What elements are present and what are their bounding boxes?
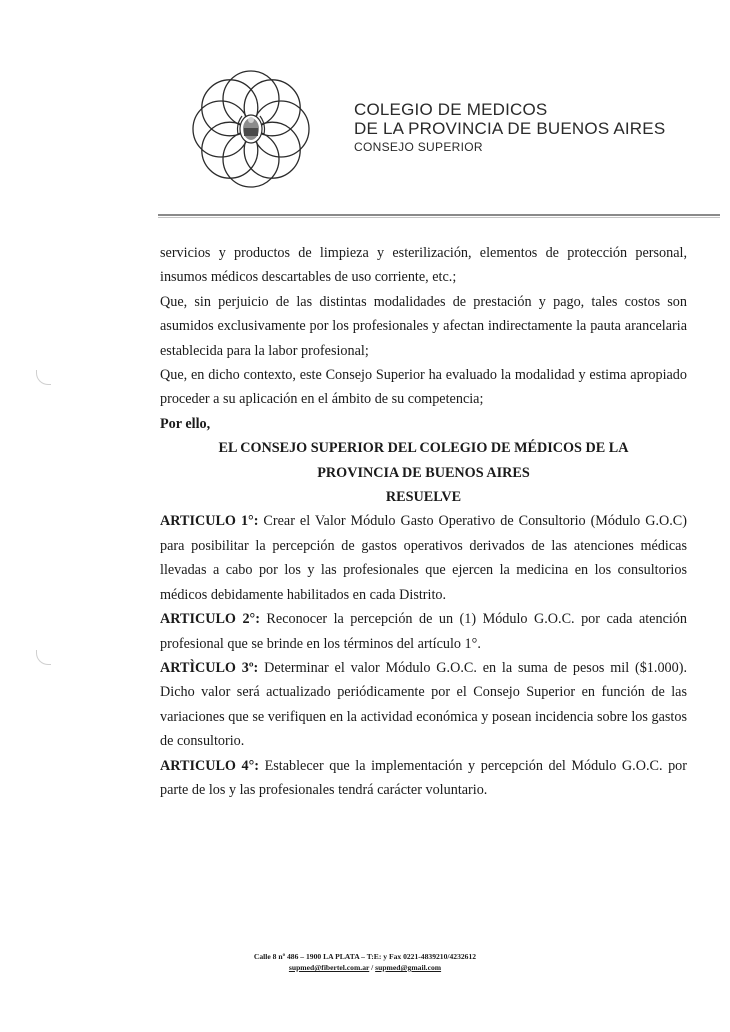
letterhead-line-3: CONSEJO SUPERIOR [354, 140, 483, 154]
article-1-label: ARTICULO 1°: [160, 513, 259, 530]
paragraph: Que, sin perjuicio de las distintas modalidades de prestación y pago, tales costos son asumidos exclusivamente por los profesionales y afectan indirectamente la pauta arancelaria establecida para la labor profesional; [160, 293, 687, 359]
article-1 [160, 509, 687, 607]
footer-address: Calle 8 nº 486 – 1900 LA PLATA – T:E: y Fax 0221-4839210/4232612 [253, 952, 477, 961]
article-2 [160, 607, 687, 656]
email-link-fibertel[interactable]: supmed@fibertel.com.ar [288, 963, 370, 972]
email-link-gmail[interactable]: supmed@gmail.com [375, 963, 442, 972]
article-4 [160, 754, 687, 803]
por-ello-text: Por ello, [160, 415, 211, 432]
header-divider [158, 214, 720, 216]
article-1-text: Crear el Valor Módulo Gasto Operativo de Consultorio (Módulo G.O.C) para posibilitar la percepción de gastos operativos derivados de las atenciones médicas llevadas a cabo por los y las profesionales que ejercen la medicina en los consultorios médicos debidamente habilitados en cada Distrito. [160, 513, 687, 603]
article-3 [160, 656, 687, 754]
resolution-title-line-1: EL CONSEJO SUPERIOR DEL COLEGIO DE MÉDICOS DE LA [218, 440, 629, 457]
article-3-text: Determinar el valor Módulo G.O.C. en la suma de pesos mil ($1.000). Dicho valor será actualizado periódicamente por el Consejo Superior en función de las variaciones que se verifiquen en la actividad económica y posean incidencia sobre los gastos de consultorio. [160, 659, 688, 750]
paragraph: servicios y productos de limpieza y esterilización, elementos de protección personal, insumos médicos descartables de uso corriente, etc.; [160, 245, 687, 286]
letterhead-line-1: COLEGIO DE MEDICOS [354, 100, 548, 119]
por-ello [160, 412, 687, 436]
letterhead [354, 100, 665, 155]
article-4-label: ARTICULO 4°: [160, 757, 260, 774]
coat-of-arms-icon [238, 115, 265, 143]
letterhead-line-2: DE LA PROVINCIA DE BUENOS AIRES [354, 119, 666, 138]
header-divider-shadow [158, 217, 720, 218]
article-3-label: ARTÌCULO 3º: [160, 659, 259, 676]
article-2-label: ARTICULO 2°: [160, 611, 260, 628]
college-logo-icon [176, 54, 326, 204]
document-body [160, 241, 687, 802]
footer-emails [0, 962, 730, 973]
article-4-text: Establecer que la implementación y percepción del Módulo G.O.C. por parte de los y las profesionales tendrá carácter voluntario. [160, 757, 687, 798]
footer [0, 951, 730, 973]
resuelve-heading: RESUELVE [385, 489, 462, 506]
scan-mark [36, 370, 51, 385]
resolution-title-line-2: PROVINCIA DE BUENOS AIRES [317, 464, 530, 481]
email-separator: / [369, 963, 376, 972]
scan-mark [36, 650, 51, 665]
paragraph: Que, en dicho contexto, este Consejo Superior ha evaluado la modalidad y estima apropiado proceder a su aplicación en el ámbito de su competencia; [160, 367, 687, 408]
article-2-text: Reconocer la percepción de un (1) Módulo G.O.C. por cada atención profesional que se brinde en los términos del artículo 1°. [160, 611, 687, 652]
